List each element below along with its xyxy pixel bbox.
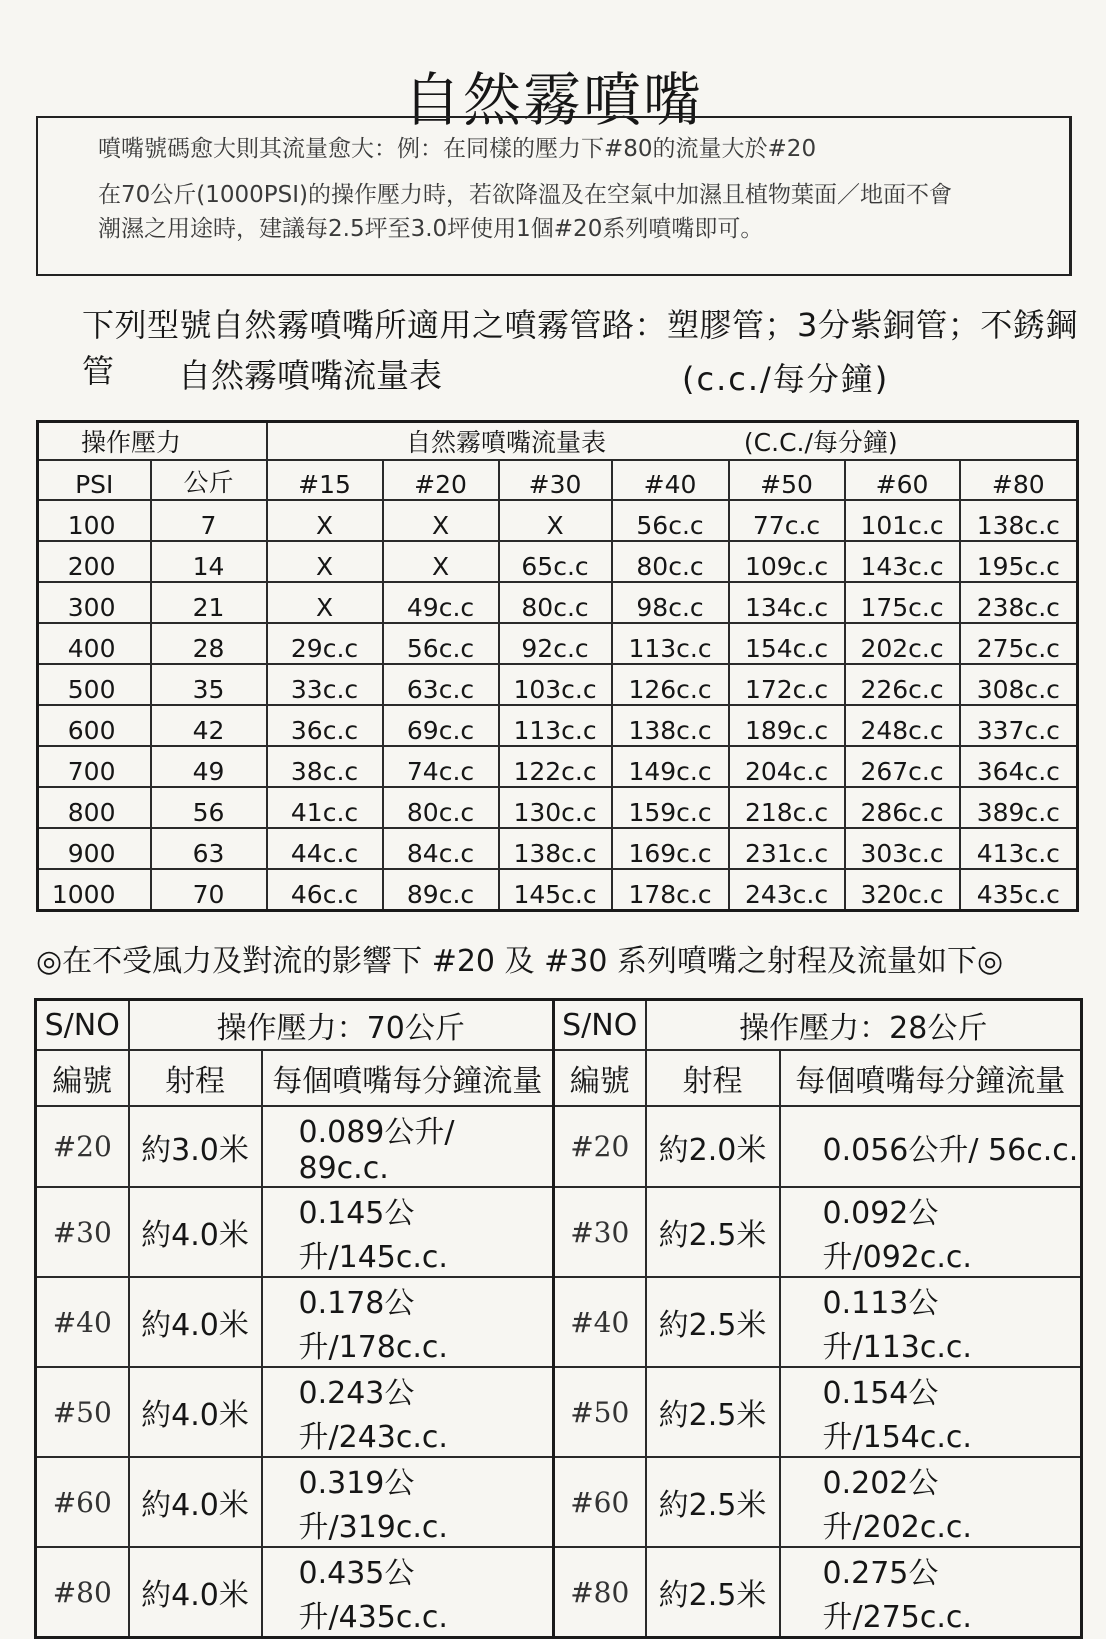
range-note: ◎在不受風力及對流的影響下 #20 及 #30 系列噴嘴之射程及流量如下◎ [36,944,1004,979]
flow-cell: X [267,541,383,582]
flow-cell: 138c.c [499,828,612,869]
flow-cell: 49c.c [383,582,499,623]
flow-cell: 38c.c [267,746,383,787]
flow-cell: X [499,500,612,541]
psi-cell: 500 [38,664,151,705]
flow-cell: 308c.c [960,664,1078,705]
flow-cell: 29c.c [267,623,383,664]
flow-rate-cell: 0.178公升/178c.c. [262,1277,554,1367]
table-row [38,541,1078,582]
flow-cell: 189c.c [729,705,845,746]
table-row [38,746,1078,787]
kg-cell: 56 [151,787,267,828]
flow-cell: 413c.c [960,828,1078,869]
flow-cell: X [267,582,383,623]
nozzle-header: #60 [845,460,960,500]
nozzle-no-cell: #40 [36,1277,129,1367]
flow-cell: 238c.c [960,582,1078,623]
nozzle-header: #50 [729,460,845,500]
psi-cell: 200 [38,541,151,582]
nozzle-header: #40 [612,460,729,500]
note-line-2: 在70公斤(1000PSI)的操作壓力時，若欲降溫及在空氣中加濕且植物葉面／地面不會 [98,182,952,208]
flow-header-cell [267,422,1078,461]
left-sno: S/NO [36,1000,129,1051]
right-col-flow: 每個噴嘴每分鐘流量 [780,1050,1082,1106]
flow-table-heading: 自然霧噴嘴流量表 [178,356,442,395]
range-cell: 約2.5米 [646,1457,780,1547]
flow-cell: 226c.c [845,664,960,705]
flow-cell: 33c.c [267,664,383,705]
flow-cell: 138c.c [960,500,1078,541]
flow-cell: 92c.c [499,623,612,664]
flow-cell: 41c.c [267,787,383,828]
flow-cell: 113c.c [612,623,729,664]
nozzle-header: #30 [499,460,612,500]
kg-cell: 63 [151,828,267,869]
flow-cell: 44c.c [267,828,383,869]
kg-cell: 28 [151,623,267,664]
psi-cell: 600 [38,705,151,746]
flow-cell: 134c.c [729,582,845,623]
flow-cell: 84c.c [383,828,499,869]
flow-cell: 77c.c [729,500,845,541]
nozzle-no-cell: #80 [554,1547,646,1638]
psi-cell: 300 [38,582,151,623]
flow-cell: 46c.c [267,869,383,911]
table-row [36,1277,1082,1367]
kg-cell: 35 [151,664,267,705]
kg-cell: 21 [151,582,267,623]
flow-rate-cell: 0.092公升/092c.c. [780,1187,1082,1277]
flow-cell: 80c.c [499,582,612,623]
flow-cell: 154c.c [729,623,845,664]
flow-cell: 149c.c [612,746,729,787]
kg-cell: 7 [151,500,267,541]
table-row [36,1187,1082,1277]
flow-cell: 80c.c [612,541,729,582]
range-cell: 約4.0米 [129,1547,262,1638]
table-row [38,787,1078,828]
left-col-range: 射程 [129,1050,262,1106]
flow-cell: 303c.c [845,828,960,869]
pipe-compatibility-text: 下列型號自然霧噴嘴所適用之噴霧管路：塑膠管；3分紫銅管；不銹鋼管 [82,306,1078,390]
nozzle-no-cell: #80 [36,1547,129,1638]
left-col-flow: 每個噴嘴每分鐘流量 [262,1050,554,1106]
nozzle-no-cell: #40 [554,1277,646,1367]
nozzle-no-cell: #60 [554,1457,646,1547]
range-cell: 約4.0米 [129,1367,262,1457]
nozzle-no-cell: #50 [36,1367,129,1457]
table-row [36,1367,1082,1457]
flow-cell: 126c.c [612,664,729,705]
flow-table [36,420,1079,912]
nozzle-header: #15 [267,460,383,500]
nozzle-no-cell: #50 [554,1367,646,1457]
table-row [38,500,1078,541]
col-psi: PSI [38,460,151,500]
range-cell: 約2.5米 [646,1367,780,1457]
flow-cell: 275c.c [960,623,1078,664]
nozzle-no-cell: #20 [36,1106,129,1187]
psi-cell: 800 [38,787,151,828]
flow-cell: 248c.c [845,705,960,746]
nozzle-header: #80 [960,460,1078,500]
flow-cell: 113c.c [499,705,612,746]
table-row [36,1457,1082,1547]
flow-cell: 231c.c [729,828,845,869]
nozzle-no-cell: #30 [554,1187,646,1277]
table-row [38,664,1078,705]
range-table [34,998,1083,1639]
table-row [36,1106,1082,1187]
flow-cell: 172c.c [729,664,845,705]
flow-cell: X [383,500,499,541]
psi-cell: 700 [38,746,151,787]
kg-cell: 49 [151,746,267,787]
table-row [38,705,1078,746]
flow-cell: 98c.c [612,582,729,623]
range-cell: 約2.0米 [646,1106,780,1187]
range-cell: 約3.0米 [129,1106,262,1187]
flow-cell: 286c.c [845,787,960,828]
nozzle-no-cell: #60 [36,1457,129,1547]
flow-cell: 56c.c [383,623,499,664]
psi-cell: 1000 [38,869,151,911]
flow-cell: 159c.c [612,787,729,828]
flow-cell: 138c.c [612,705,729,746]
flow-cell: 337c.c [960,705,1078,746]
table-row [38,828,1078,869]
flow-cell: 169c.c [612,828,729,869]
flow-cell: 56c.c [612,500,729,541]
table-row [36,1547,1082,1638]
flow-cell: 63c.c [383,664,499,705]
flow-cell: X [383,541,499,582]
right-pressure: 操作壓力：28公斤 [646,1000,1082,1051]
notes-box [36,116,1072,276]
flow-rate-cell: 0.202公升/202c.c. [780,1457,1082,1547]
flow-cell: 74c.c [383,746,499,787]
flow-cell: 101c.c [845,500,960,541]
right-sno: S/NO [554,1000,646,1051]
range-cell: 約2.5米 [646,1187,780,1277]
flow-cell: 69c.c [383,705,499,746]
flow-rate-cell: 0.113公升/113c.c. [780,1277,1082,1367]
nozzle-no-cell: #30 [36,1187,129,1277]
flow-rate-cell: 0.056公升/ 56c.c. [780,1106,1082,1187]
flow-rate-cell: 0.275公升/275c.c. [780,1547,1082,1638]
col-kg: 公斤 [151,460,267,500]
flow-cell: 130c.c [499,787,612,828]
page-title: 自然霧噴嘴 [402,65,703,134]
flow-cell: 218c.c [729,787,845,828]
flow-cell: 36c.c [267,705,383,746]
flow-cell: 243c.c [729,869,845,911]
kg-cell: 42 [151,705,267,746]
right-col-no: 編號 [554,1050,646,1106]
flow-cell: 204c.c [729,746,845,787]
flow-cell: 103c.c [499,664,612,705]
note-line-3: 潮濕之用途時，建議每2.5坪至3.0坪使用1個#20系列噴嘴即可。 [98,216,764,242]
flow-rate-cell: 0.319公升/319c.c. [262,1457,554,1547]
flow-table-unit: (c.c./每分鐘) [682,360,890,398]
left-pressure: 操作壓力：70公斤 [129,1000,554,1051]
right-col-range: 射程 [646,1050,780,1106]
psi-cell: 900 [38,828,151,869]
flow-rate-cell: 0.435公升/435c.c. [262,1547,554,1638]
flow-cell: 202c.c [845,623,960,664]
table-row [38,869,1078,911]
flow-cell: X [267,500,383,541]
flow-rate-cell: 0.243公升/243c.c. [262,1367,554,1457]
flow-cell: 80c.c [383,787,499,828]
flow-cell: 267c.c [845,746,960,787]
range-cell: 約2.5米 [646,1277,780,1367]
flow-cell: 178c.c [612,869,729,911]
table-row [38,582,1078,623]
psi-cell: 400 [38,623,151,664]
range-cell: 約4.0米 [129,1277,262,1367]
pressure-header: 操作壓力 [38,422,267,461]
range-cell: 約4.0米 [129,1187,262,1277]
flow-cell: 89c.c [383,869,499,911]
nozzle-no-cell: #20 [554,1106,646,1187]
flow-cell: 143c.c [845,541,960,582]
flow-rate-cell: 0.154公升/154c.c. [780,1367,1082,1457]
psi-cell: 100 [38,500,151,541]
flow-cell: 109c.c [729,541,845,582]
nozzle-header: #20 [383,460,499,500]
flow-cell: 320c.c [845,869,960,911]
flow-rate-cell: 0.145公升/145c.c. [262,1187,554,1277]
range-cell: 約2.5米 [646,1547,780,1638]
range-cell: 約4.0米 [129,1457,262,1547]
flow-cell: 195c.c [960,541,1078,582]
flow-cell: 389c.c [960,787,1078,828]
flow-cell: 175c.c [845,582,960,623]
kg-cell: 70 [151,869,267,911]
flow-header: 自然霧噴嘴流量表 [405,428,606,457]
flow-cell: 122c.c [499,746,612,787]
table-row [38,623,1078,664]
flow-cell: 65c.c [499,541,612,582]
kg-cell: 14 [151,541,267,582]
flow-cell: 145c.c [499,869,612,911]
flow-cell: 435c.c [960,869,1078,911]
left-col-no: 編號 [36,1050,129,1106]
note-line-1: 噴嘴號碼愈大則其流量愈大：例：在同樣的壓力下#80的流量大於#20 [98,136,817,162]
flow-cell: 364c.c [960,746,1078,787]
flow-header-unit: (C.C./每分鐘) [743,428,898,457]
flow-rate-cell: 0.089公升/ 89c.c. [262,1106,554,1187]
